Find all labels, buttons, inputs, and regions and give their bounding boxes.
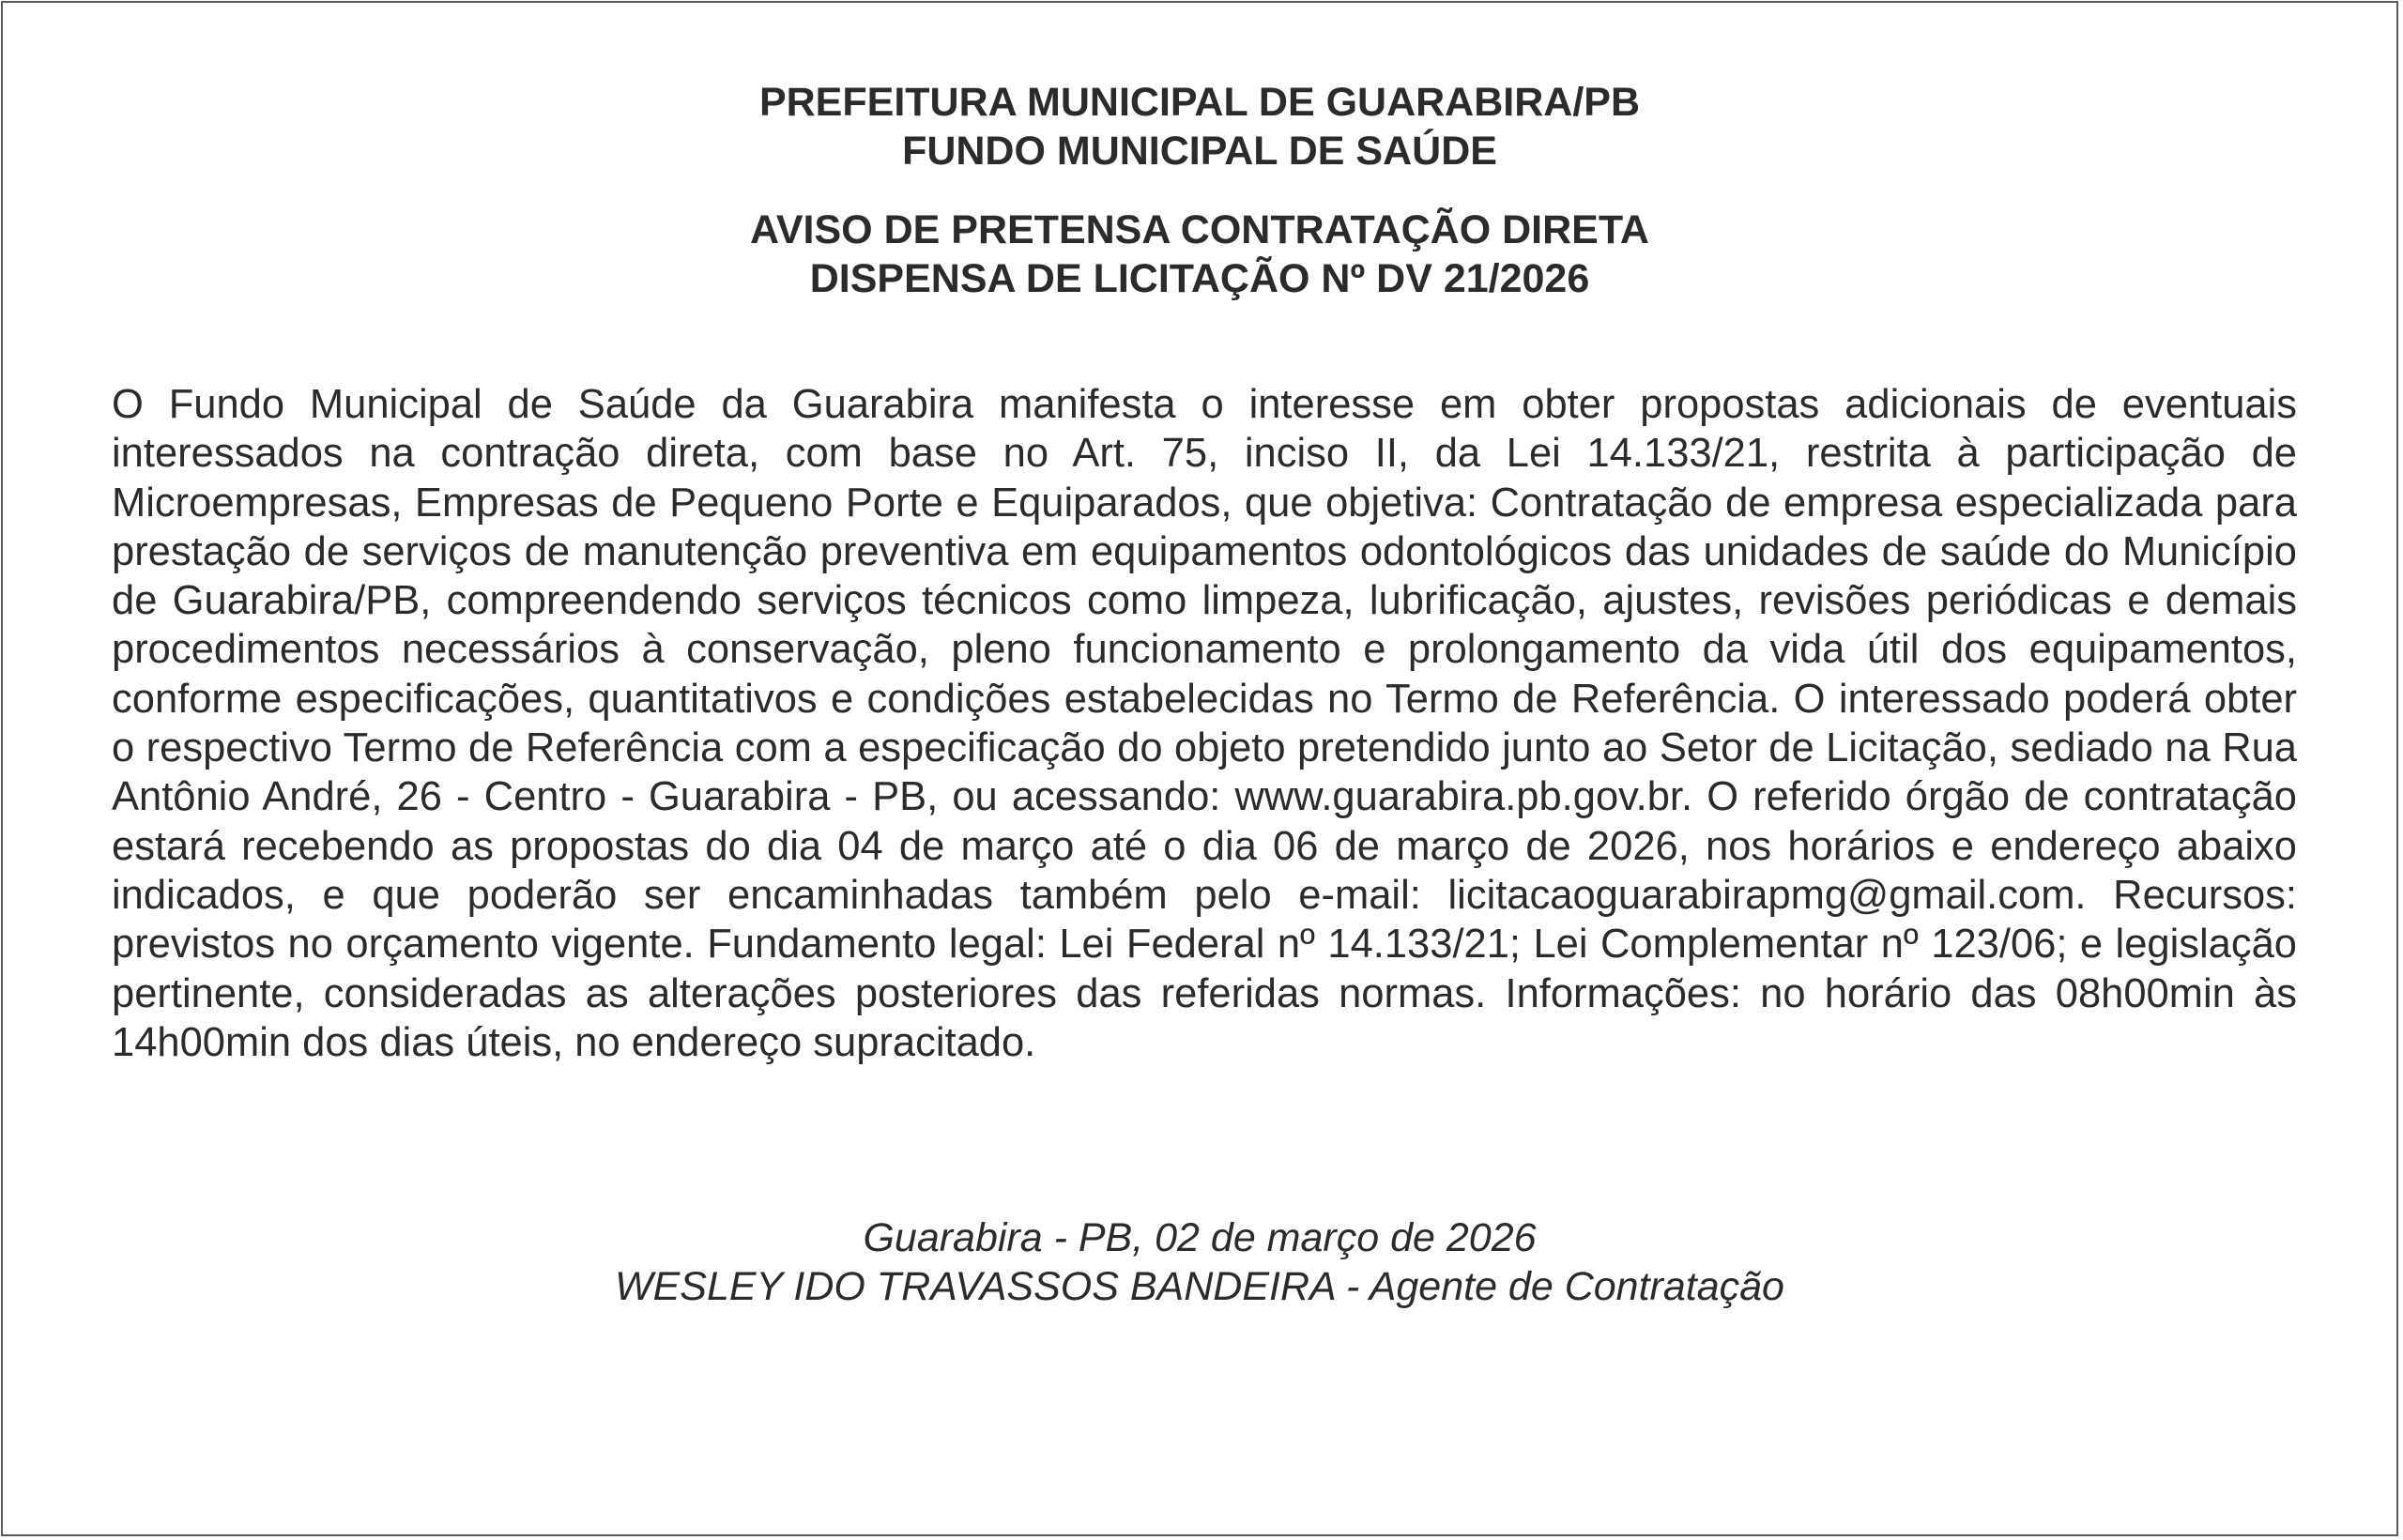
notice-title: AVISO DE PRETENSA CONTRATAÇÃO DIRETA xyxy=(750,207,1649,252)
notice-body: O Fundo Municipal de Saúde da Guarabira manifesta o interesse em obter propostas adicionais de eventuais interessados na contração direta, com base no Art. 75, inciso II, da Lei 14.133/21, restrita à participação de Microempresas, Empresas de Pequeno Porte e Equiparados, que objetiva: Contratação de empresa especializada para prestação de serviços de manutenção preventiva em equipamentos odontológicos das unidades de saúde do Município de Guarabira/PB, compreendendo serviços técnicos como limpeza, lubrificação, ajustes, revisões periódicas e demais procedimentos necessários à conservação, pleno funcionamento e prolongamento da vida útil dos equipamentos, conforme especificações, quantitativos e condições estabelecidas no Termo de Referência. O interessado poderá obter o respectivo Termo de Referência com a especificação do objeto pretendido junto ao Setor de Licitação, sediado na Rua Antônio André, 26 - Centro - Guarabira - PB, ou acessando: www.guarabira.pb.gov.br. O referido órgão de contratação estará recebendo as propostas do dia 04 de março até o dia 06 de março de 2026, nos horários e endereço abaixo indicados, e que poderão ser encaminhadas também pelo e-mail: licitacaoguarabirapmg@gmail.com. Recursos: previstos no orçamento vigente. Fundamento legal: Lei Federal nº 14.133/21; Lei Complementar nº 123/06; e legislação pertinente, consideradas as alterações posteriores das referidas normas. Informações: no horário das 08h00min às 14h00min dos dias úteis, no endereço supracitado. xyxy=(112,382,2297,1065)
notice-number: DISPENSA DE LICITAÇÃO Nº DV 21/2026 xyxy=(809,256,1590,301)
header-spacer xyxy=(3,175,2396,206)
signature-block xyxy=(3,1213,2396,1311)
place-date: Guarabira - PB, 02 de março de 2026 xyxy=(863,1215,1537,1260)
notice-header xyxy=(3,78,2396,303)
signatory: WESLEY IDO TRAVASSOS BANDEIRA - Agente de Contratação xyxy=(615,1264,1784,1309)
notice-frame xyxy=(1,1,2398,1536)
issuer-title: PREFEITURA MUNICIPAL DE GUARABIRA/PB xyxy=(758,80,1641,125)
issuer-subtitle: FUNDO MUNICIPAL DE SAÚDE xyxy=(902,129,1497,174)
